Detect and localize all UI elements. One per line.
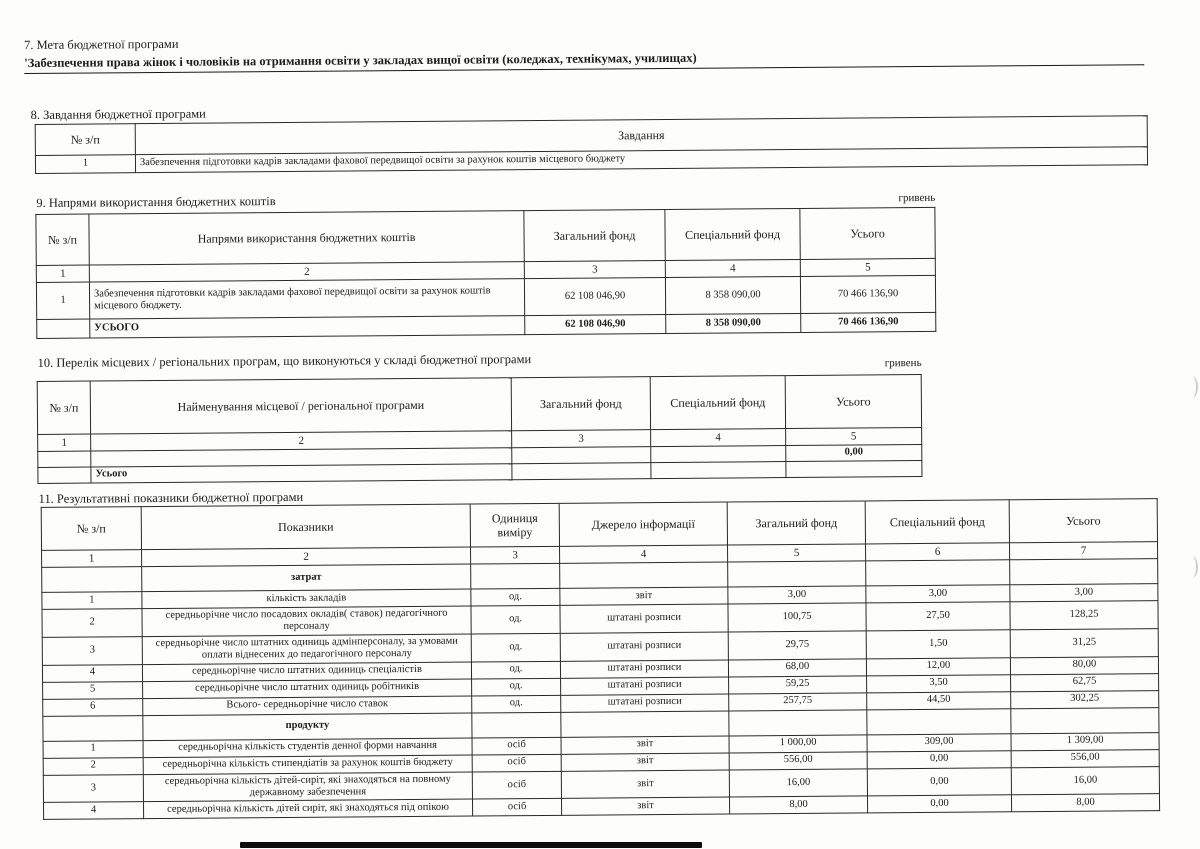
numbering-cell: 1	[42, 550, 142, 568]
numbering-cell: 5	[728, 544, 866, 562]
dir-row-special: 8 358 090,00	[665, 276, 800, 314]
dir-col-num: № з/п	[36, 214, 89, 265]
prog-col-total: Усього	[785, 374, 921, 428]
indicator-cell: продукту	[143, 713, 472, 741]
indicator-cell: од.	[472, 695, 561, 713]
empty-cell	[38, 467, 91, 483]
indicator-cell: середньорічне число штатних одиниць спеціалістів	[142, 662, 471, 682]
task-row-num: 1	[35, 155, 135, 174]
prog-col-num: № з/п	[37, 381, 90, 434]
indicator-cell: 2	[43, 757, 143, 775]
indicator-cell: 3,00	[866, 585, 1010, 603]
indicator-cell: од.	[471, 633, 560, 661]
prog-total-label: Усього	[91, 464, 512, 483]
task-row-text: Забезпечення підготовки кадрів закладами фахової передвищої освіти за рахунок коштів місцевого бюджету	[135, 147, 1147, 173]
dir-total-total: 70 466 136,90	[801, 312, 936, 332]
ind-col-num: № з/п	[41, 507, 141, 551]
indicator-cell: штатані розписи	[560, 604, 728, 633]
indicator-cell: середньорічна кількість дітей сиріт, які знаходяться під опікою	[144, 799, 473, 819]
dir-col-general: Загальний фонд	[524, 210, 665, 262]
empty-cell	[472, 712, 561, 738]
indicator-cell: 0,00	[867, 767, 1011, 796]
empty-cell	[651, 446, 786, 463]
indicator-cell: 5	[43, 681, 143, 699]
ind-col-total: Усього	[1009, 499, 1157, 543]
tasks-col-num: № з/п	[35, 124, 135, 156]
currency-label-9: гривень	[898, 191, 936, 205]
indicator-cell: 3,00	[1010, 584, 1158, 602]
indicator-cell: Всього- середньорічне число ставок	[143, 696, 472, 716]
indicator-cell: 3,00	[728, 586, 866, 604]
section-8-title: 8. Завдання бюджетної програми	[30, 106, 206, 122]
indicator-cell: середньорічна кількість стипендіатів за рахунок коштів бюджету	[143, 755, 472, 775]
indicator-cell: 1,50	[866, 630, 1010, 659]
empty-cell	[512, 463, 651, 480]
indicator-cell: середньорічне число посадових окладів( ставок) педагогічного персоналу	[142, 606, 471, 636]
indicator-cell: 8,00	[729, 796, 867, 814]
numbering-cell: 2	[91, 431, 512, 451]
numbering-cell: 2	[142, 547, 471, 567]
empty-cell	[867, 708, 1011, 734]
indicator-cell: 556,00	[1011, 749, 1159, 767]
indicator-cell: штатані розписи	[561, 677, 729, 695]
dir-total-special: 8 358 090,00	[666, 313, 801, 333]
indicator-cell: звіт	[560, 587, 728, 605]
indicator-cell: 12,00	[866, 657, 1010, 675]
empty-cell	[651, 462, 786, 479]
tasks-col-task: Завдання	[135, 116, 1147, 155]
indicator-cell: осіб	[472, 799, 561, 817]
indicator-cell: звіт	[561, 736, 729, 754]
empty-cell	[42, 567, 142, 593]
empty-cell	[729, 709, 867, 735]
directions-table	[35, 207, 936, 339]
indicator-cell: 29,75	[728, 631, 866, 660]
indicator-cell: од.	[471, 661, 560, 679]
scan-edge-mark	[1186, 556, 1198, 578]
dir-row-total: 70 466 136,90	[800, 275, 935, 313]
indicator-cell: 1 309,00	[1011, 732, 1159, 750]
ind-col-special: Спеціальний фонд	[865, 500, 1009, 544]
numbering-cell: 6	[865, 543, 1009, 561]
indicator-cell: 128,25	[1010, 601, 1158, 630]
indicator-cell: 1	[43, 740, 143, 758]
dir-row-name: Забезпечення підготовки кадрів закладами фахової передвищої освіти за рахунок коштів місцевого бюджету.	[89, 279, 524, 319]
empty-cell	[866, 560, 1010, 586]
empty-cell	[37, 319, 90, 338]
indicator-cell: 44,50	[867, 691, 1011, 709]
empty-cell	[43, 715, 143, 741]
indicator-cell: 100,75	[728, 603, 866, 632]
indicator-cell: 27,50	[866, 602, 1010, 631]
indicator-cell: звіт	[561, 797, 729, 815]
indicator-cell: 16,00	[729, 768, 867, 797]
numbering-cell: 1	[38, 434, 91, 451]
indicator-cell: 0,00	[867, 795, 1011, 813]
indicator-cell: 0,00	[867, 750, 1011, 768]
dir-row-general: 62 108 046,90	[524, 278, 665, 316]
numbering-cell: 3	[524, 261, 665, 279]
indicator-cell: затрат	[142, 564, 471, 592]
empty-cell	[561, 711, 729, 737]
indicator-cell: 31,25	[1010, 628, 1158, 657]
section-7-title: 7. Мета бюджетної програми	[23, 36, 179, 53]
numbering-cell: 5	[786, 427, 922, 445]
indicator-cell: штатані розписи	[560, 660, 728, 678]
numbering-cell: 5	[800, 258, 935, 276]
indicator-cell: осіб	[472, 771, 561, 799]
numbering-cell: 2	[89, 262, 524, 282]
section-11-title: 11. Результативні показники бюджетної програми	[38, 489, 304, 506]
indicator-cell: середньорічне число штатних одиниць адмінперсоналу, за умовами оплати віднесених до педагогічного персоналу	[142, 634, 471, 664]
indicator-cell: 8,00	[1011, 794, 1159, 812]
dir-total-label: УСЬОГО	[90, 316, 525, 338]
ind-col-unit: Одиниця виміру	[470, 503, 559, 547]
indicator-cell: 59,25	[729, 675, 867, 693]
numbering-cell: 3	[471, 546, 560, 564]
dir-total-general: 62 108 046,90	[525, 315, 666, 335]
prog-zero-total: 0,00	[786, 444, 922, 461]
indicator-cell: середньорічна кількість студентів денної форми навчання	[143, 738, 472, 758]
indicator-cell: од.	[471, 605, 560, 633]
section-10-title: 10. Перелік місцевих / регіональних програм, що виконуються у складі бюджетної програми	[37, 352, 532, 370]
programs-table	[37, 374, 923, 484]
program-goal-text: 'Забезпечення права жінок і чоловіків на отримання освіти у закладах вищої освіти (коледжах, технікумах, училищах)	[24, 47, 1144, 74]
empty-cell	[560, 562, 728, 588]
prog-col-general: Загальний фонд	[511, 377, 650, 431]
section-9-title: 9. Напрями використання бюджетних коштів	[36, 194, 276, 210]
indicator-cell: 62,75	[1011, 673, 1159, 691]
indicator-cell: осіб	[472, 737, 561, 755]
indicator-cell: кількість закладів	[142, 589, 471, 609]
indicator-cell: осіб	[472, 754, 561, 772]
numbering-cell: 3	[512, 430, 651, 448]
indicator-cell: 80,00	[1010, 656, 1158, 674]
indicator-cell: 309,00	[867, 733, 1011, 751]
indicator-cell: 6	[43, 698, 143, 716]
indicator-cell: 257,75	[729, 692, 867, 710]
dir-col-total: Усього	[800, 207, 935, 259]
indicator-cell: од.	[471, 588, 560, 606]
empty-cell	[1011, 707, 1159, 733]
indicator-cell: 68,00	[728, 658, 866, 676]
indicator-cell: звіт	[561, 753, 729, 771]
empty-cell	[38, 451, 91, 467]
indicator-cell: 3	[43, 774, 143, 803]
prog-col-special: Спеціальний фонд	[650, 376, 785, 430]
currency-label-10: гривень	[884, 356, 922, 370]
numbering-cell: 4	[651, 429, 786, 447]
indicator-cell: 302,25	[1011, 690, 1159, 708]
prog-col-name: Найменування місцевої / регіональної програми	[90, 378, 511, 434]
dir-col-special: Спеціальний фонд	[665, 208, 800, 260]
scan-edge-mark	[1186, 376, 1198, 398]
indicator-cell: штатані розписи	[561, 694, 729, 712]
indicator-cell: 3,50	[867, 674, 1011, 692]
empty-cell	[471, 563, 560, 589]
indicator-cell: 4	[42, 664, 142, 682]
indicator-cell: 16,00	[1011, 766, 1159, 795]
numbering-cell: 4	[560, 545, 728, 563]
indicator-cell: 1 000,00	[729, 734, 867, 752]
ind-col-source: Джерело інформації	[559, 502, 727, 546]
numbering-cell: 1	[36, 265, 89, 282]
empty-cell	[728, 561, 866, 587]
indicator-cell: штатані розписи	[560, 632, 728, 661]
numbering-cell: 4	[665, 259, 800, 277]
indicator-cell: середньорічне число штатних одиниць робітників	[143, 679, 472, 699]
numbering-cell: 7	[1009, 542, 1157, 560]
indicators-table	[41, 498, 1160, 820]
empty-cell	[512, 447, 651, 464]
indicator-cell: звіт	[561, 770, 729, 799]
scan-artifact-bar	[240, 842, 702, 848]
indicator-cell: середньорічна кількість дітей-сиріт, які знаходяться на повному державному забезпечення	[143, 772, 472, 802]
dir-col-name: Напрями використання бюджетних коштів	[89, 211, 524, 265]
ind-col-general: Загальний фонд	[727, 501, 865, 545]
indicator-cell: 556,00	[729, 751, 867, 769]
tasks-table	[35, 115, 1148, 174]
indicator-cell: 2	[42, 609, 142, 638]
indicator-cell: од.	[472, 678, 561, 696]
empty-cell	[786, 460, 922, 477]
empty-cell	[1010, 559, 1158, 585]
indicator-cell: 3	[42, 636, 142, 665]
ind-col-indicator: Показники	[141, 504, 470, 550]
indicator-cell: 1	[42, 592, 142, 610]
indicator-cell: 4	[44, 802, 144, 820]
dir-row-num: 1	[36, 282, 89, 319]
